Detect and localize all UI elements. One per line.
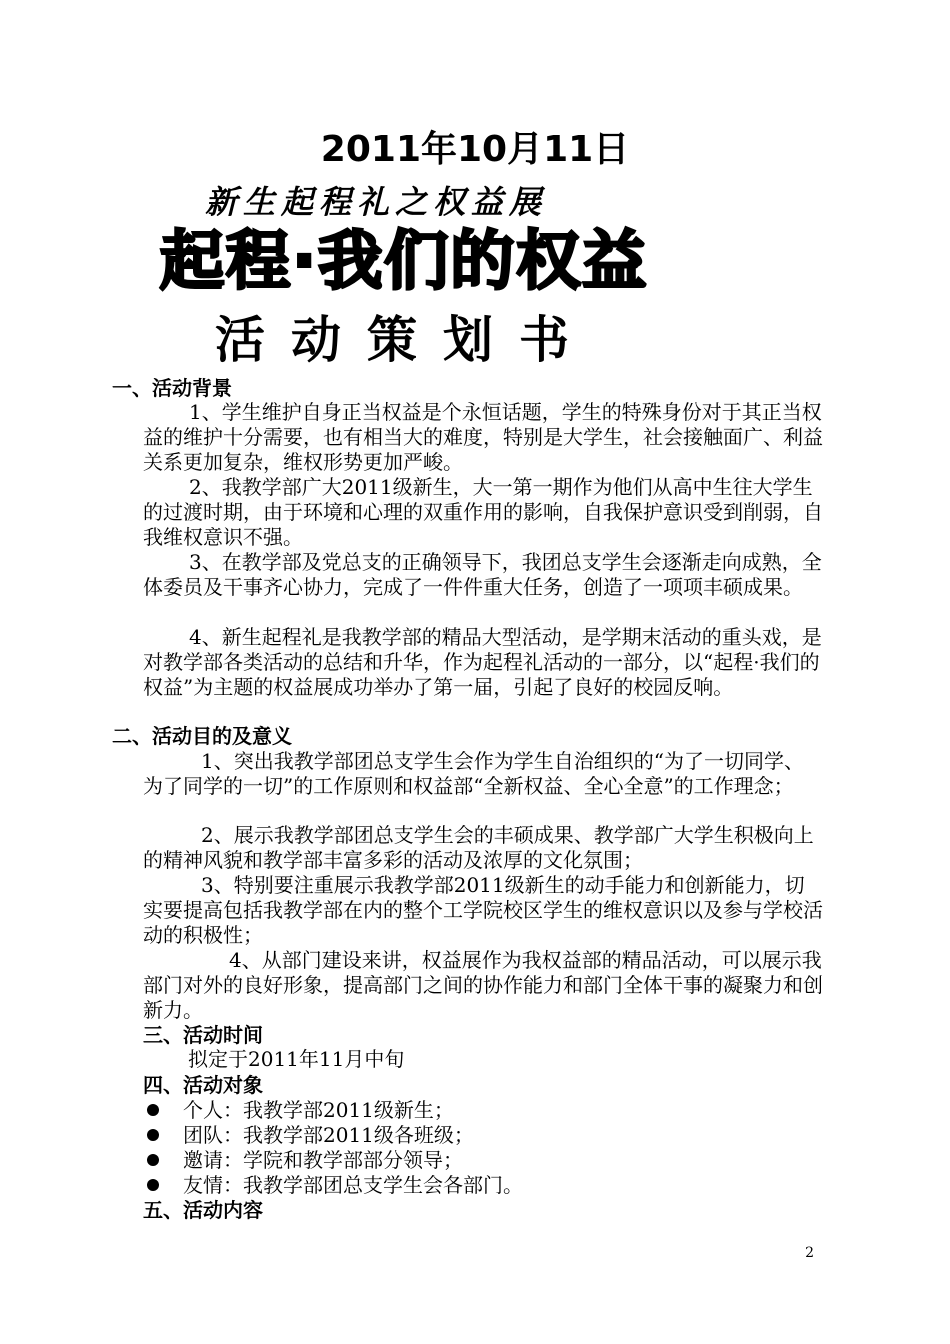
background-paragraph-3: 3、在教学部及党总支的正确领导下，我团总支学生会逐渐走向成熟，全体委员及干事齐心协力，完成了一件件重大任务，创造了一项项丰硕成果。 [143,550,822,600]
bullet-icon [147,1179,159,1191]
document-subtitle: 新生起程礼之权益展 [205,183,548,221]
list-item: 团队：我教学部2011级各班级； [147,1122,474,1148]
purpose-paragraph-4: 4、从部门建设来讲，权益展作为我权益部的精品活动，可以展示我部门对外的良好形象，提高部门之间的协作能力和部门全体干事的凝聚力和创新力。 [143,948,823,1023]
section-heading-content: 五、活动内容 [143,1198,263,1222]
bullet-icon [147,1154,159,1166]
section-heading-background: 一、活动背景 [112,376,232,400]
bullet-icon [147,1129,159,1141]
main-title: 起程·我们的权益 [160,225,649,299]
document-date: 2011年10月11日 [320,129,630,170]
section-heading-participants: 四、活动对象 [143,1073,263,1097]
page-number: 2 [805,1245,814,1261]
list-item: 邀请：学院和教学部部分领导； [147,1147,463,1173]
list-item: 友情：我教学部团总支学生会各部门。 [147,1172,523,1198]
purpose-paragraph-2: 2、展示我教学部团总支学生会的丰硕成果、教学部广大学生积极向上的精神风貌和教学部丰富多彩的活动及浓厚的文化氛围； [143,823,814,873]
purpose-paragraph-1: 1、突出我教学部团总支学生会作为学生自治组织的“为了一切同学、为了同学的一切”的工作原则和权益部“全新权益、全心全意”的工作理念； [143,749,804,799]
bullet-icon [147,1104,159,1116]
section-heading-purpose: 二、活动目的及意义 [112,724,292,748]
activity-time: 拟定于2011年11月中旬 [188,1047,405,1071]
background-paragraph-1: 1、学生维护自身正当权益是个永恒话题，学生的特殊身份对于其正当权益的维护十分需要，也有相当大的难度，特别是大学生，社会接触面广、利益关系更加复杂，维权形势更加严峻。 [143,400,823,475]
document-title: 活动策划书 [215,311,595,369]
background-paragraph-4: 4、新生起程礼是我教学部的精品大型活动，是学期末活动的重头戏，是对教学部各类活动的总结和升华，作为起程礼活动的一部分，以“起程·我们的权益”为主题的权益展成功举办了第一届，引起了良好的校园反响。 [143,625,822,700]
background-paragraph-2: 2、我教学部广大2011级新生，大一第一期作为他们从高中生往大学生的过渡时期，由于环境和心理的双重作用的影响，自我保护意识受到削弱，自我维权意识不强。 [143,475,823,550]
purpose-paragraph-3: 3、特别要注重展示我教学部2011级新生的动手能力和创新能力，切实要提高包括我教学部在内的整个工学院校区学生的维权意识以及参与学校活动的积极性； [143,873,823,948]
list-item: 个人：我教学部2011级新生； [147,1097,454,1123]
section-heading-time: 三、活动时间 [143,1023,263,1047]
